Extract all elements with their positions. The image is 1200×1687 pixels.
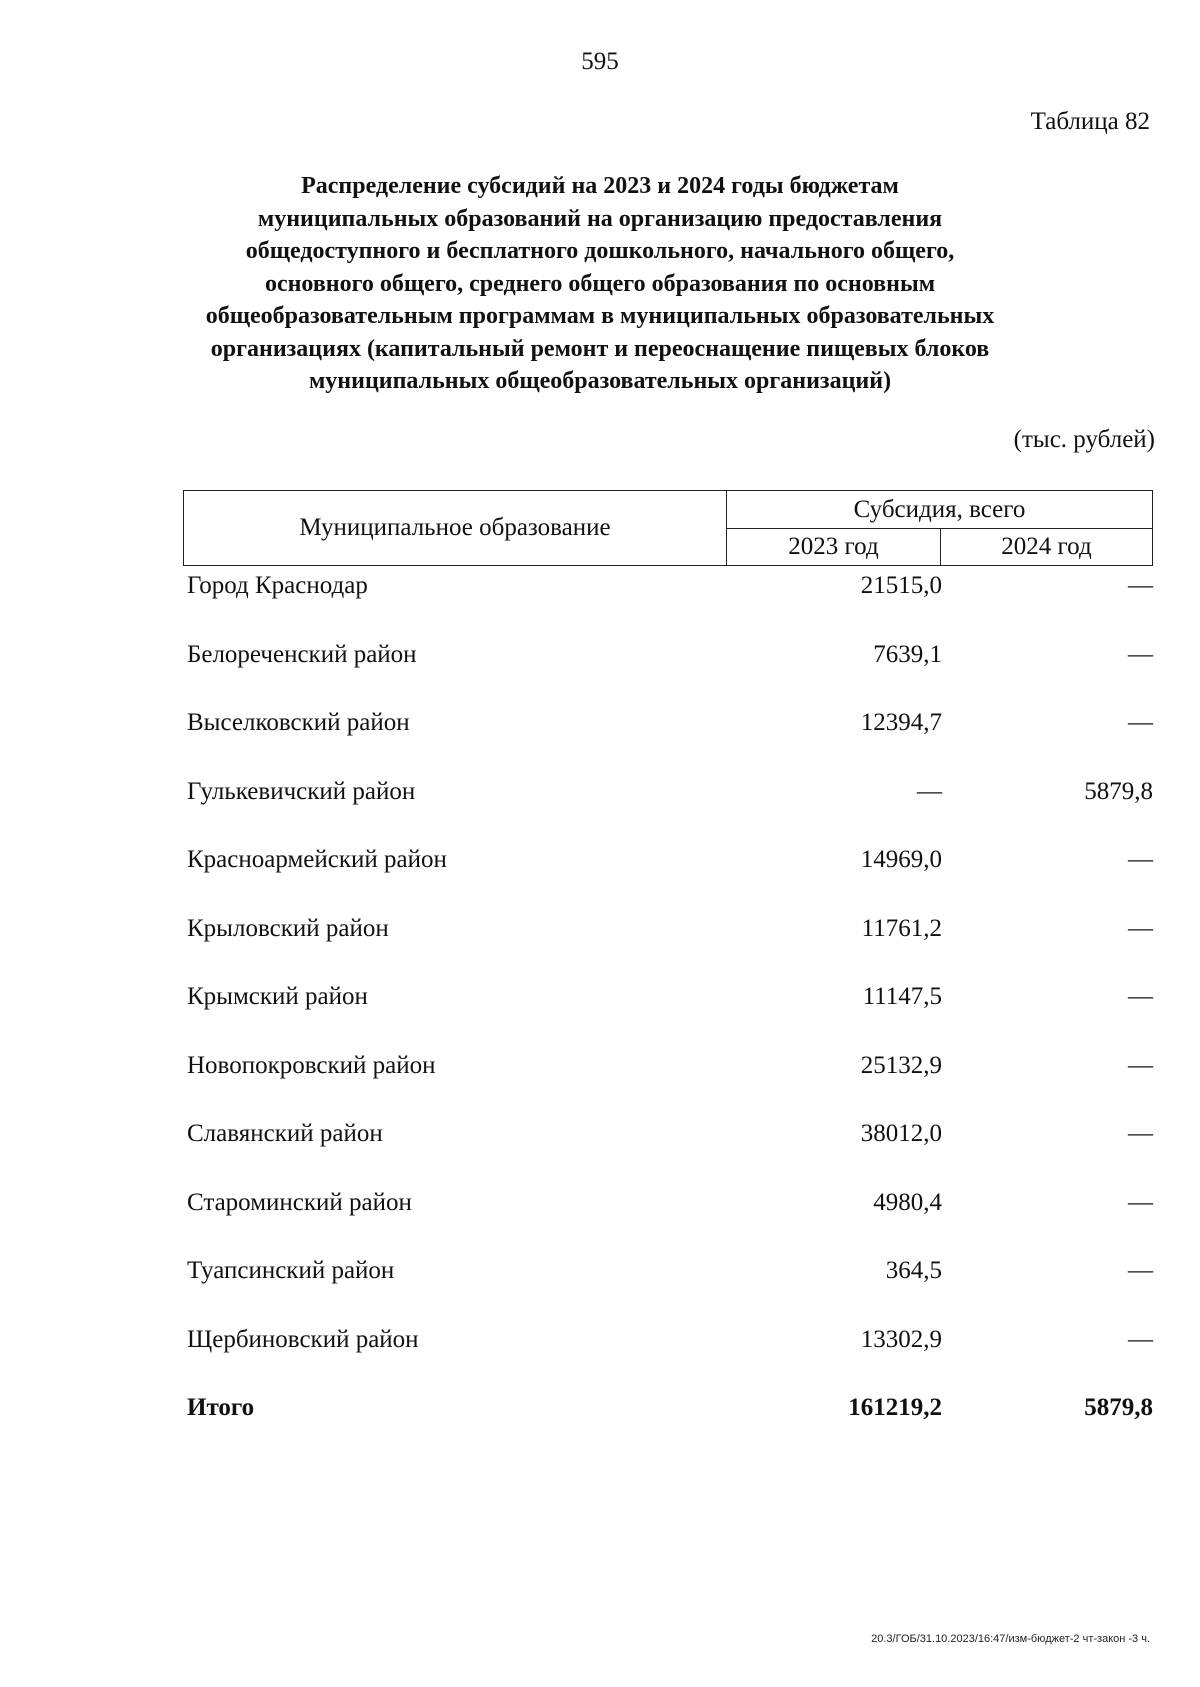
table-row bbox=[0, 1251, 1200, 1320]
table-row bbox=[0, 566, 1200, 635]
row-value-2023: 4980,4 bbox=[873, 1188, 942, 1216]
table-row bbox=[0, 703, 1200, 772]
row-municipality: Крымский район bbox=[187, 983, 368, 1010]
row-value-2023: — bbox=[917, 777, 942, 805]
header-municipality: Муниципальное образование bbox=[184, 491, 727, 565]
table-row bbox=[0, 977, 1200, 1046]
row-municipality: Новопокровский район bbox=[187, 1051, 436, 1079]
table-row bbox=[0, 772, 1200, 841]
table-header bbox=[183, 490, 1153, 566]
row-municipality: Гулькевичский район bbox=[187, 777, 416, 805]
title-line: общеобразовательным программам в муниципальных образовательных bbox=[205, 303, 995, 329]
row-value-2023: 7639,1 bbox=[873, 640, 942, 668]
row-municipality: Славянский район bbox=[187, 1120, 383, 1147]
title-line: основного общего, среднего общего образования по основным bbox=[264, 270, 936, 297]
table-row bbox=[0, 1046, 1200, 1115]
row-value-2024: 5879,8 bbox=[1084, 777, 1153, 805]
table-row bbox=[0, 1114, 1200, 1183]
row-value-2024: — bbox=[1128, 983, 1153, 1010]
page-number: 595 bbox=[581, 48, 619, 75]
total-value-2024: 5879,8 bbox=[1084, 1394, 1153, 1421]
row-municipality: Белореченский район bbox=[187, 640, 417, 668]
units-label: (тыс. рублей) bbox=[1013, 426, 1155, 453]
header-year-2024: 2024 год bbox=[1001, 533, 1092, 560]
document-title bbox=[150, 170, 1050, 398]
table-body bbox=[0, 566, 1200, 1457]
row-municipality: Город Краснодар bbox=[187, 572, 368, 599]
row-value-2023: 11761,2 bbox=[861, 914, 942, 942]
document-footer: 20.3/ГОБ/31.10.2023/16:47/изм-бюджет-2 чт-закон -3 ч. bbox=[871, 1633, 1150, 1645]
row-value-2023: 38012,0 bbox=[860, 1120, 942, 1147]
row-value-2024: — bbox=[1128, 1120, 1153, 1147]
row-municipality: Выселковский район bbox=[187, 709, 410, 736]
row-value-2024: — bbox=[1128, 709, 1153, 736]
title-line: общедоступного и бесплатного дошкольного, начального общего, bbox=[245, 238, 955, 264]
row-municipality: Туапсинский район bbox=[187, 1257, 395, 1284]
row-value-2024: — bbox=[1128, 1325, 1153, 1353]
row-value-2023: 21515,0 bbox=[860, 572, 942, 599]
row-value-2023: 14969,0 bbox=[860, 846, 942, 873]
row-value-2024: — bbox=[1128, 1188, 1153, 1216]
row-value-2023: 13302,9 bbox=[860, 1325, 942, 1353]
row-value-2024: — bbox=[1128, 846, 1153, 873]
total-label: Итого bbox=[187, 1394, 255, 1421]
row-value-2023: 25132,9 bbox=[860, 1051, 942, 1079]
table-row bbox=[0, 840, 1200, 909]
row-municipality: Крыловский район bbox=[187, 914, 389, 942]
row-municipality: Красноармейский район bbox=[187, 846, 447, 873]
row-value-2024: — bbox=[1128, 1257, 1153, 1284]
table-row bbox=[0, 909, 1200, 978]
table-row bbox=[0, 1183, 1200, 1252]
row-value-2023: 364,5 bbox=[885, 1257, 942, 1284]
title-line: организациях (капитальный ремонт и переоснащение пищевых блоков bbox=[210, 335, 990, 362]
table-row bbox=[0, 1320, 1200, 1389]
title-line: муниципальных общеобразовательных организаций) bbox=[308, 368, 892, 394]
row-municipality: Щербиновский район bbox=[187, 1325, 419, 1353]
row-municipality: Староминский район bbox=[187, 1188, 412, 1216]
row-value-2023: 12394,7 bbox=[860, 709, 942, 736]
row-value-2024: — bbox=[1128, 640, 1153, 668]
table-label: Таблица 82 bbox=[1030, 108, 1150, 135]
row-value-2024: — bbox=[1128, 914, 1153, 942]
table-row bbox=[0, 635, 1200, 704]
header-subsidy-total: Субсидия, всего bbox=[727, 491, 1152, 529]
total-value-2023: 161219,2 bbox=[848, 1394, 942, 1421]
table-total-row bbox=[0, 1388, 1200, 1457]
title-line: муниципальных образований на организацию предоставления bbox=[257, 205, 943, 232]
header-year-2023: 2023 год bbox=[727, 529, 941, 565]
row-value-2024: — bbox=[1128, 1051, 1153, 1079]
row-value-2024: — bbox=[1128, 572, 1153, 599]
title-line: Распределение субсидий на 2023 и 2024 годы бюджетам bbox=[301, 173, 899, 199]
row-value-2023: 11147,5 bbox=[862, 983, 942, 1010]
